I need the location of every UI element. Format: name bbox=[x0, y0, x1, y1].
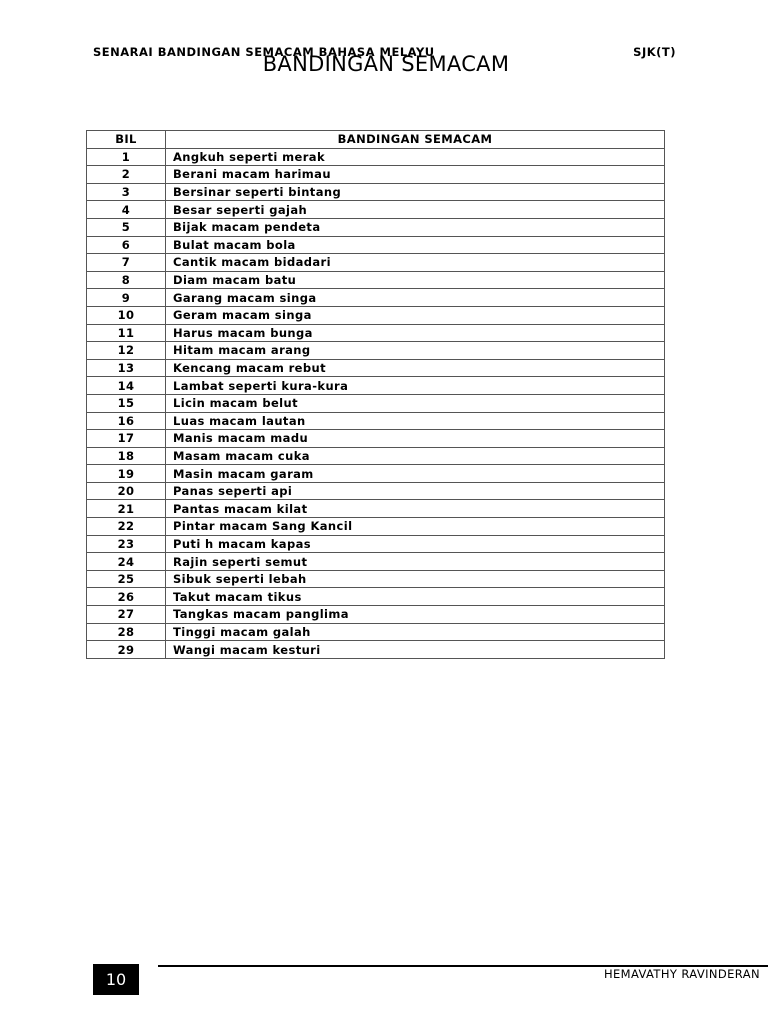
row-number: 19 bbox=[87, 465, 166, 483]
simile-phrase: Kencang macam rebut bbox=[166, 359, 665, 377]
row-number: 25 bbox=[87, 570, 166, 588]
running-header-school-type: SJK(T) bbox=[633, 45, 676, 59]
row-number: 27 bbox=[87, 606, 166, 624]
simile-phrase: Diam macam batu bbox=[166, 271, 665, 289]
simile-phrase: Tangkas macam panglima bbox=[166, 606, 665, 624]
row-number: 16 bbox=[87, 412, 166, 430]
table-row bbox=[87, 166, 665, 184]
simile-phrase: Pintar macam Sang Kancil bbox=[166, 518, 665, 536]
simile-phrase: Garang macam singa bbox=[166, 289, 665, 307]
row-number: 20 bbox=[87, 482, 166, 500]
row-number: 2 bbox=[87, 166, 166, 184]
row-number: 6 bbox=[87, 236, 166, 254]
simile-phrase: Bersinar seperti bintang bbox=[166, 183, 665, 201]
table-row bbox=[87, 553, 665, 571]
row-number: 18 bbox=[87, 447, 166, 465]
table-row bbox=[87, 518, 665, 536]
simile-phrase: Puti h macam kapas bbox=[166, 535, 665, 553]
row-number: 10 bbox=[87, 306, 166, 324]
simile-phrase: Geram macam singa bbox=[166, 306, 665, 324]
page-title: BANDINGAN SEMACAM bbox=[262, 52, 510, 76]
table-header-row bbox=[87, 131, 665, 149]
table-row bbox=[87, 588, 665, 606]
simile-phrase: Tinggi macam galah bbox=[166, 623, 665, 641]
row-number: 26 bbox=[87, 588, 166, 606]
row-number: 17 bbox=[87, 430, 166, 448]
row-number: 9 bbox=[87, 289, 166, 307]
simile-phrase: Bulat macam bola bbox=[166, 236, 665, 254]
row-number: 7 bbox=[87, 254, 166, 272]
table-row bbox=[87, 447, 665, 465]
simile-phrase: Takut macam tikus bbox=[166, 588, 665, 606]
table-row bbox=[87, 394, 665, 412]
simile-phrase: Panas seperti api bbox=[166, 482, 665, 500]
table-row bbox=[87, 254, 665, 272]
row-number: 11 bbox=[87, 324, 166, 342]
simile-phrase: Besar seperti gajah bbox=[166, 201, 665, 219]
row-number: 21 bbox=[87, 500, 166, 518]
table-row bbox=[87, 201, 665, 219]
row-number: 14 bbox=[87, 377, 166, 395]
row-number: 8 bbox=[87, 271, 166, 289]
table-row bbox=[87, 359, 665, 377]
simile-phrase: Sibuk seperti lebah bbox=[166, 570, 665, 588]
row-number: 5 bbox=[87, 218, 166, 236]
simile-phrase: Berani macam harimau bbox=[166, 166, 665, 184]
row-number: 24 bbox=[87, 553, 166, 571]
row-number: 22 bbox=[87, 518, 166, 536]
table-row bbox=[87, 271, 665, 289]
simile-phrase: Masin macam garam bbox=[166, 465, 665, 483]
column-header-bil: BIL bbox=[87, 131, 166, 149]
table-row bbox=[87, 183, 665, 201]
row-number: 23 bbox=[87, 535, 166, 553]
simile-phrase: Angkuh seperti merak bbox=[166, 148, 665, 166]
simile-phrase: Licin macam belut bbox=[166, 394, 665, 412]
table-row bbox=[87, 289, 665, 307]
simile-phrase: Harus macam bunga bbox=[166, 324, 665, 342]
table-row bbox=[87, 570, 665, 588]
simile-phrase: Lambat seperti kura-kura bbox=[166, 377, 665, 395]
row-number: 3 bbox=[87, 183, 166, 201]
row-number: 29 bbox=[87, 641, 166, 659]
table-row bbox=[87, 218, 665, 236]
table-row bbox=[87, 606, 665, 624]
table-row bbox=[87, 500, 665, 518]
row-number: 15 bbox=[87, 394, 166, 412]
simile-phrase: Bijak macam pendeta bbox=[166, 218, 665, 236]
table-row bbox=[87, 324, 665, 342]
table-row bbox=[87, 306, 665, 324]
simile-phrase: Cantik macam bidadari bbox=[166, 254, 665, 272]
simile-phrase: Pantas macam kilat bbox=[166, 500, 665, 518]
column-header-bandingan: BANDINGAN SEMACAM bbox=[166, 131, 665, 149]
row-number: 13 bbox=[87, 359, 166, 377]
row-number: 28 bbox=[87, 623, 166, 641]
table-row bbox=[87, 623, 665, 641]
page-number: 10 bbox=[93, 964, 139, 995]
simile-table bbox=[86, 130, 665, 659]
simile-phrase: Luas macam lautan bbox=[166, 412, 665, 430]
simile-phrase: Masam macam cuka bbox=[166, 447, 665, 465]
table-row bbox=[87, 148, 665, 166]
table-row bbox=[87, 535, 665, 553]
table-row bbox=[87, 641, 665, 659]
table-row bbox=[87, 430, 665, 448]
simile-phrase: Wangi macam kesturi bbox=[166, 641, 665, 659]
row-number: 4 bbox=[87, 201, 166, 219]
row-number: 1 bbox=[87, 148, 166, 166]
running-header-title: SENARAI BANDINGAN SEMACAM BAHASA MELAYU bbox=[93, 45, 435, 59]
table-row bbox=[87, 465, 665, 483]
table-body bbox=[87, 148, 665, 658]
simile-phrase: Rajin seperti semut bbox=[166, 553, 665, 571]
simile-phrase: Hitam macam arang bbox=[166, 342, 665, 360]
table-row bbox=[87, 342, 665, 360]
row-number: 12 bbox=[87, 342, 166, 360]
table-row bbox=[87, 412, 665, 430]
table-row bbox=[87, 482, 665, 500]
table-row bbox=[87, 236, 665, 254]
footer-author: HEMAVATHY RAVINDERAN bbox=[603, 967, 760, 981]
table-row bbox=[87, 377, 665, 395]
simile-phrase: Manis macam madu bbox=[166, 430, 665, 448]
